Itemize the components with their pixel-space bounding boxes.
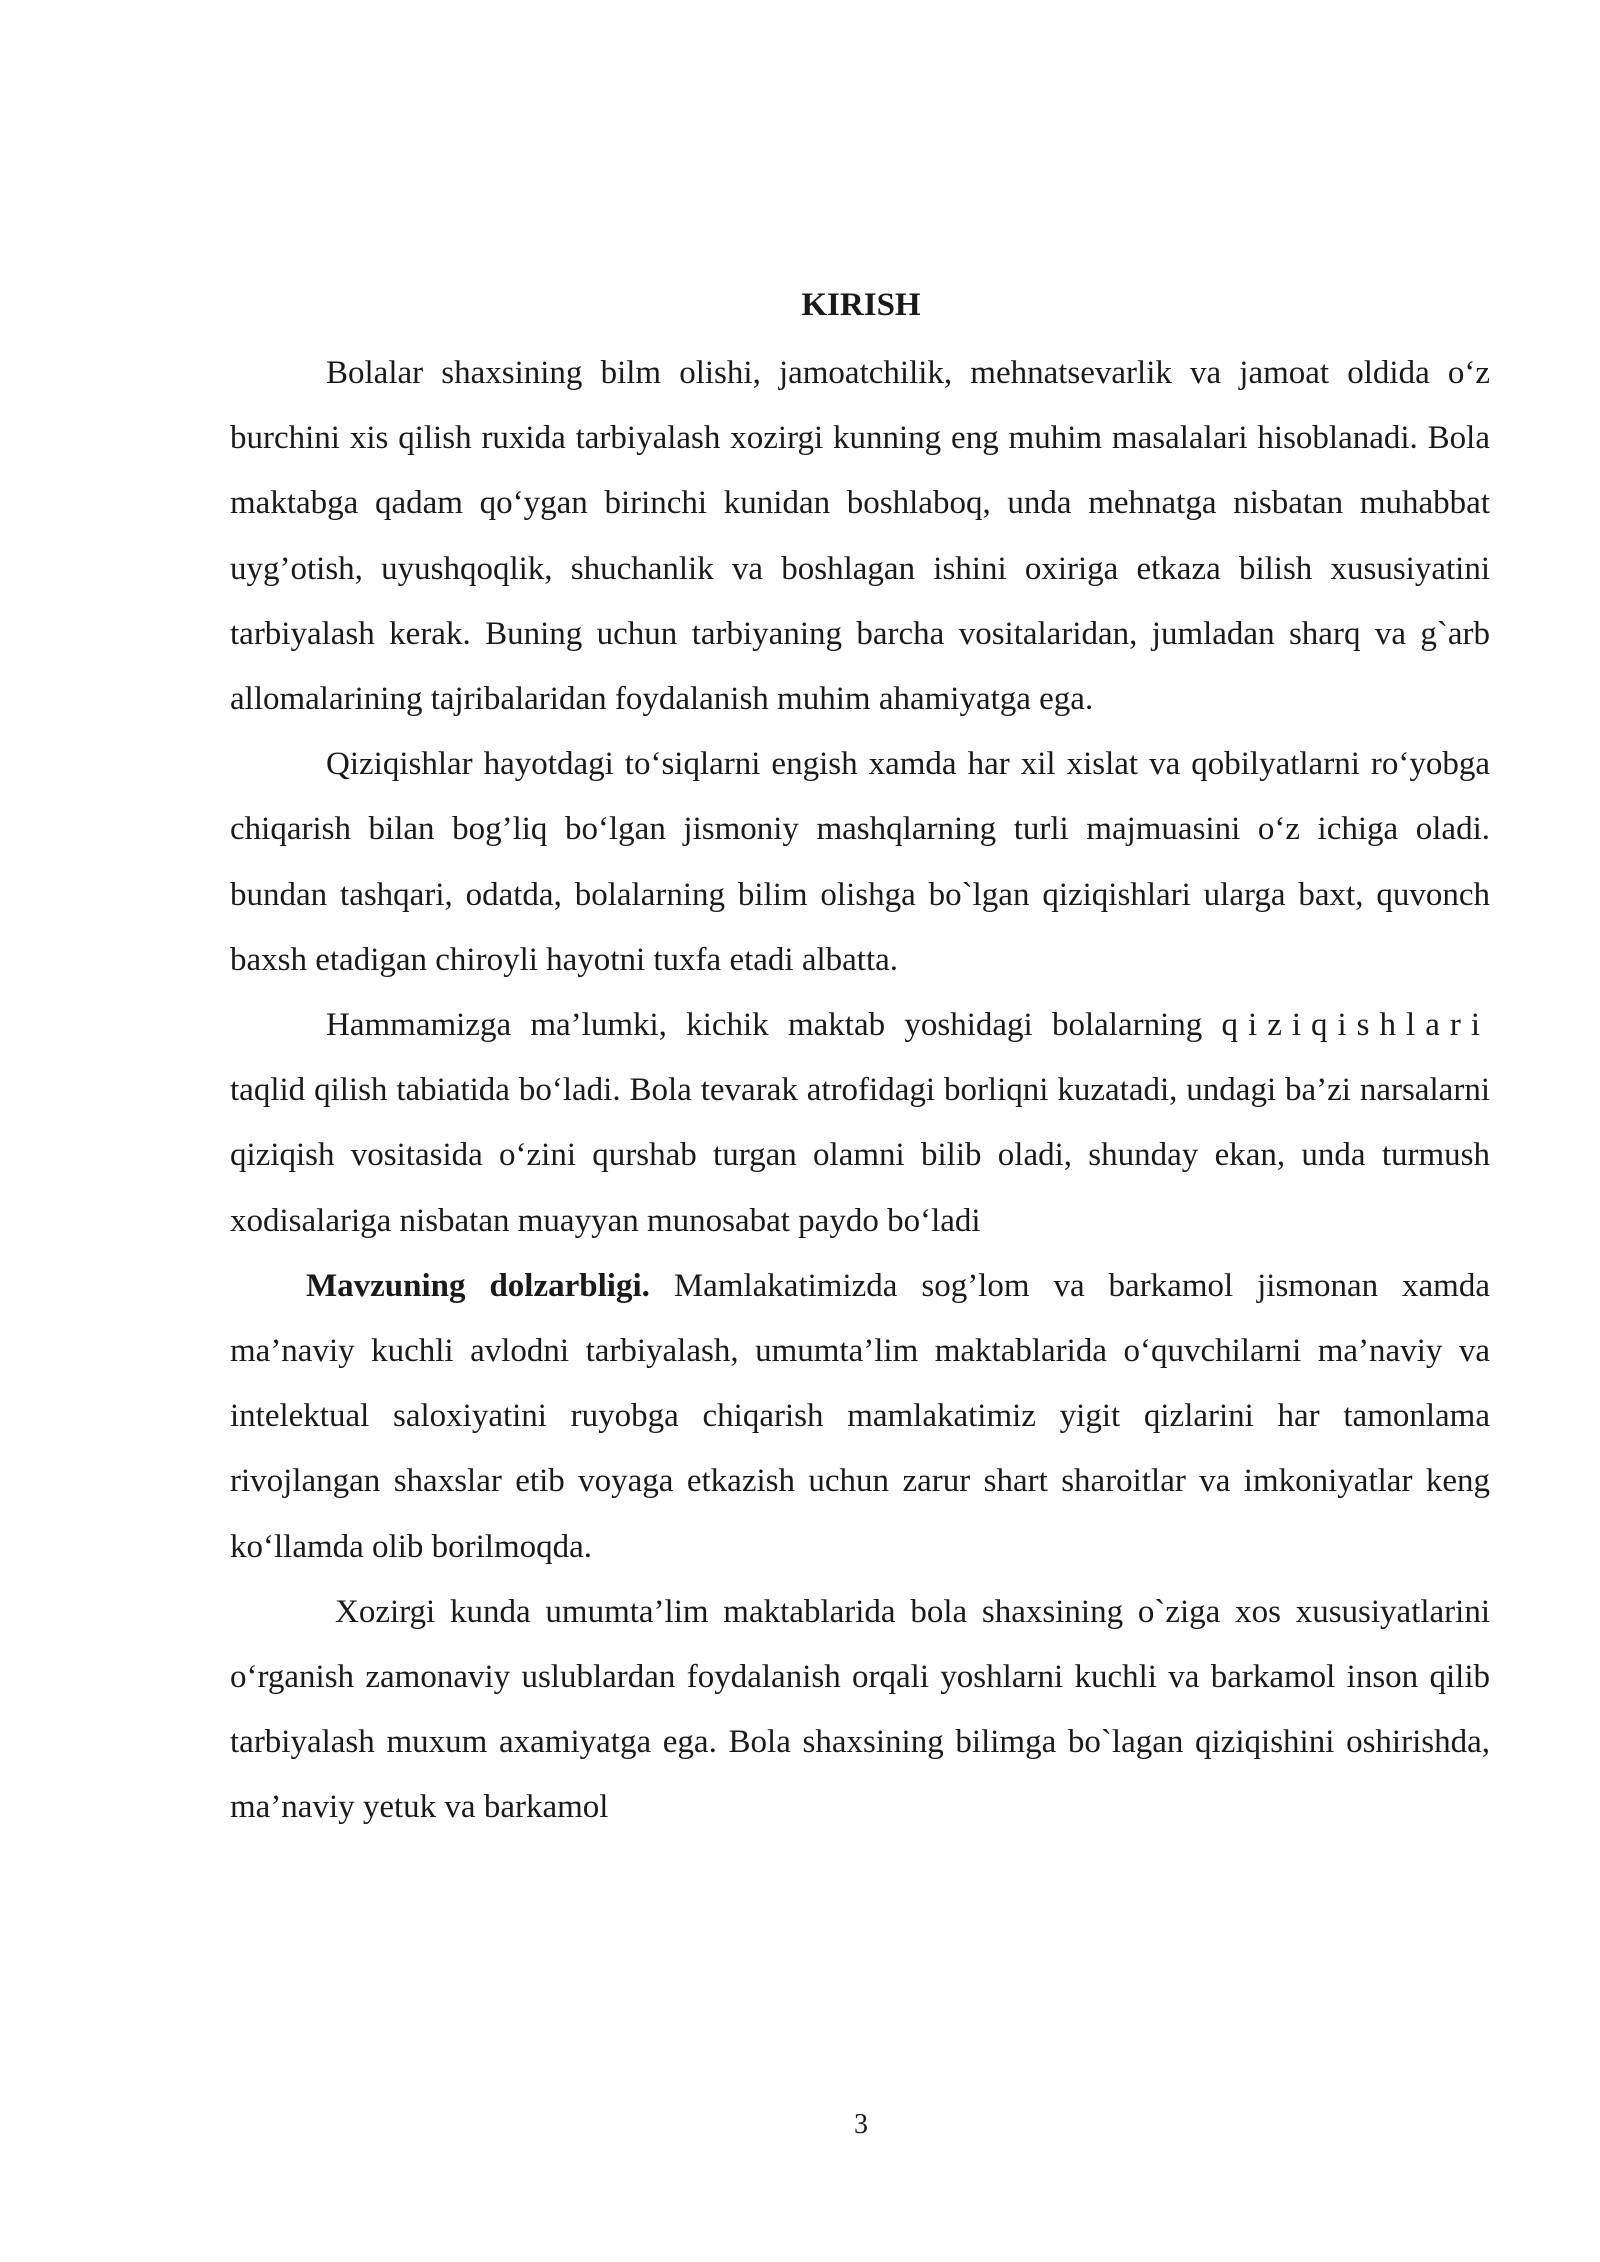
body-text: [230, 341, 1490, 1841]
paragraph-4: [230, 1254, 1490, 1580]
section-title: KIRISH: [801, 287, 921, 323]
paragraph-3: [230, 993, 1490, 1254]
paragraph-4-text: Mamlakatimizda sog’lom va barkamol jismonan xamda ma’naviy kuchli avlodni tarbiyalash, umumta’lim maktablarida o‘quvchilarni ma’naviy va intelektual saloxiyatini ruyobga chiqarish mamlakatimiz yigit qizlarini har tamonlama rivojlangan shaxslar etib voyaga etkazish uchun zarur shart sharoitlar va imkoniyatlar keng ko‘llamda olib borilmoqda.: [230, 1267, 1490, 1565]
paragraph-3-start: Hammamizga ma’lumki, kichik maktab yoshidagi bolalarning: [326, 1007, 1203, 1044]
page-number: 3: [854, 2109, 868, 2140]
spaced-word: qiziqishlari: [1221, 1007, 1490, 1044]
paragraph-1: Bolalar shaxsining bilm olishi, jamoatchilik, mehnatsevarlik va jamoat oldida o‘z burchini xis qilish ruxida tarbiyalash xozirgi kunning eng muhim masalalari hisoblanadi. Bola maktabga qadam qo‘ygan birinchi kunidan boshlaboq, unda mehnatga nisbatan muhabbat uyg’otish, uyushqoqlik, shuchanlik va boshlagan ishini oxiriga etkaza bilish xususiyatini tarbiyalash kerak. Buning uchun tarbiyaning barcha vositalaridan, jumladan sharq va g`arb allomalarining tajribalaridan foydalanish muhim ahamiyatga ega.: [230, 355, 1490, 718]
bold-heading: Mavzuning dolzarbligi.: [306, 1267, 650, 1304]
paragraph-3-end: taqlid qilish tabiatida bo‘ladi. Bola tevarak atrofidagi borliqni kuzatadi, undagi ba’zi narsalarni qiziqish vositasida o‘zini qurshab turgan olamni bilib oladi, shunday ekan, unda turmush xodisalariga nisbatan muayyan munosabat paydo bo‘ladi: [230, 1072, 1490, 1239]
paragraph-2: Qiziqishlar hayotdagi to‘siqlarni engish xamda har xil xislat va qobilyatlarni ro‘yobga chiqarish bilan bog’liq bo‘lgan jismoniy mashqlarning turli majmuasini o‘z ichiga oladi. bundan tashqari, odatda, bolalarning bilim olishga bo`lgan qiziqishlari ularga baxt, quvonch baxsh etadigan chiroyli hayotni tuxfa etadi albatta.: [230, 746, 1490, 978]
paragraph-5: Xozirgi kunda umumta’lim maktablarida bola shaxsining o`ziga xos xususiyatlarini o‘rganish zamonaviy uslublardan foydalanish orqali yoshlarni kuchli va barkamol inson qilib tarbiyalash muxum axamiyatga ega. Bola shaxsining bilimga bo`lagan qiziqishini oshirishda, ma’naviy yetuk va barkamol: [230, 1593, 1490, 1826]
